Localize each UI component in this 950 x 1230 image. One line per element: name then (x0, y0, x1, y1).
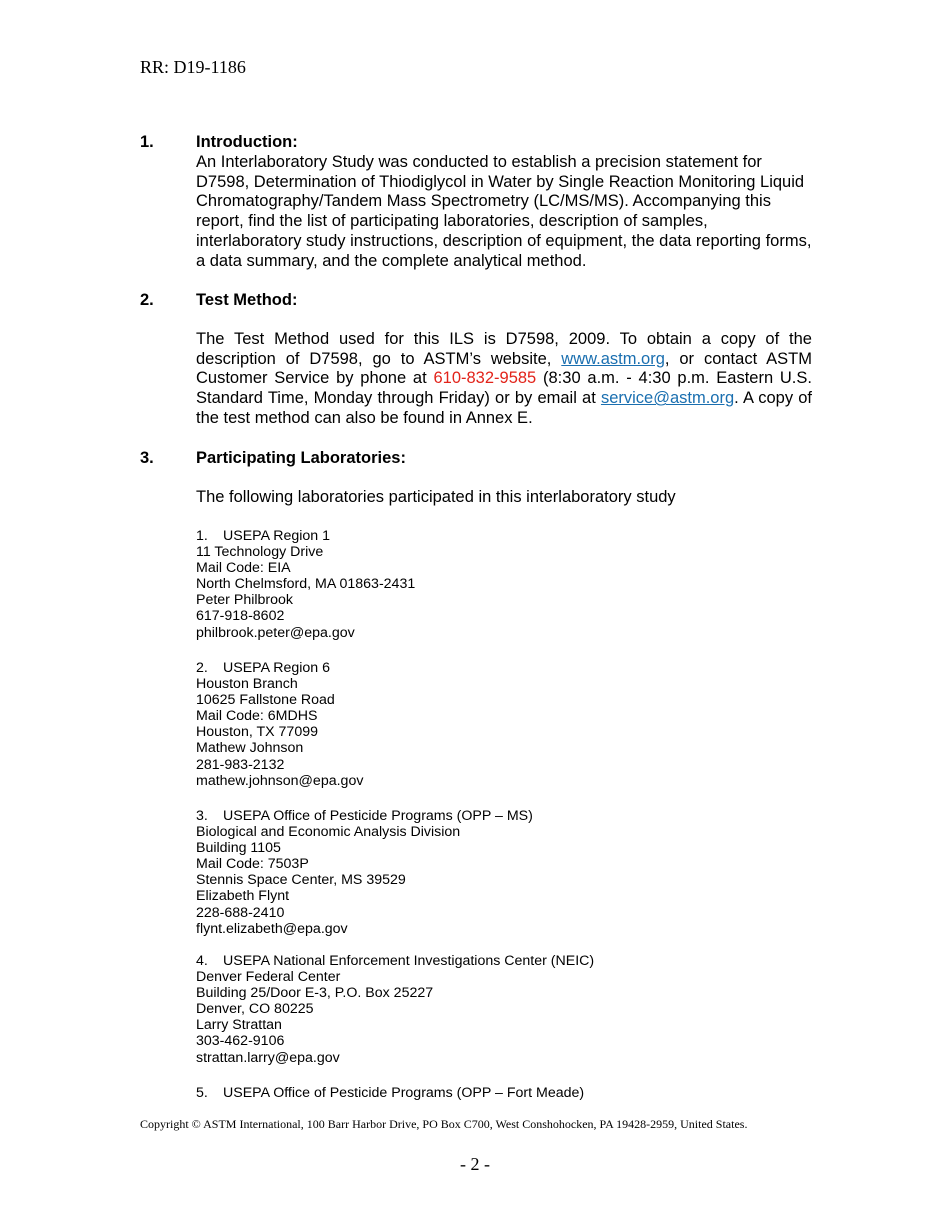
lab-line: North Chelmsford, MA 01863-2431 (196, 576, 416, 593)
body-text: (8:30 a.m. - 4:30 p.m. Eastern U.S. Standard Time, Monday through Friday) or by email at (196, 369, 812, 408)
lab-number: 1. (196, 528, 208, 544)
lab-name: USEPA Region 6 (223, 660, 330, 676)
section-participating-labs (140, 449, 812, 508)
lab-line: Mail Code: EIA (196, 560, 291, 577)
lab-line: Biological and Economic Analysis Division (196, 824, 461, 841)
report-id: RR: D19-1186 (140, 57, 246, 77)
website-link[interactable]: www.astm.org (561, 349, 665, 368)
lab-entry-1 (196, 528, 415, 641)
body-text: The Test Method used for this ILS is D7598, 2009. To obtain a copy of the description of D7598, go to ASTM’s website, (196, 329, 812, 368)
email-link[interactable]: service@astm.org (600, 389, 735, 408)
section-title: Test Method: (196, 291, 298, 309)
copyright-notice: Copyright © ASTM International, 100 Barr Harbor Drive, PO Box C700, West Conshohocken, PA 19428-2959, United States. (140, 1117, 748, 1131)
lab-line: Building 25/Door E-3, P.O. Box 25227 (196, 985, 434, 1002)
section-body: The following laboratories participated in this interlaboratory study (196, 487, 676, 506)
lab-entry-2 (196, 660, 363, 789)
section-number: 3. (140, 449, 154, 467)
lab-line: Building 1105 (196, 840, 281, 857)
body-text: , or contact ASTM Customer Service by phone at (196, 349, 812, 388)
section-title: Introduction: (196, 133, 298, 151)
lab-line: Larry Strattan (196, 1017, 282, 1034)
lab-email: flynt.elizabeth@epa.gov (196, 920, 348, 937)
lab-line: Houston, TX 77099 (196, 724, 318, 741)
lab-email: philbrook.peter@epa.gov (196, 624, 355, 641)
lab-line: Mathew Johnson (196, 740, 304, 757)
lab-email: mathew.johnson@epa.gov (196, 772, 364, 789)
lab-name: USEPA Office of Pesticide Programs (OPP – MS) (223, 808, 533, 824)
lab-number: 5. (196, 1085, 208, 1101)
section-body (196, 330, 812, 429)
lab-line: Mail Code: 6MDHS (196, 708, 318, 725)
lab-line: Stennis Space Center, MS 39529 (196, 872, 406, 889)
page-number: - 2 - (460, 1154, 490, 1174)
lab-line: 10625 Fallstone Road (196, 692, 335, 709)
section-introduction (140, 133, 812, 272)
lab-line: Mail Code: 7503P (196, 856, 309, 873)
lab-line: Elizabeth Flynt (196, 888, 290, 905)
phone-number: 610-832-9585 (433, 369, 537, 388)
lab-entry-4 (196, 953, 594, 1066)
lab-line: 228-688-2410 (196, 904, 285, 921)
section-number: 1. (140, 133, 154, 151)
lab-entry-5 (196, 1085, 584, 1101)
lab-line: Denver, CO 80225 (196, 1001, 314, 1018)
lab-name: USEPA Office of Pesticide Programs (OPP – Fort Meade) (223, 1085, 585, 1101)
lab-line: 303-462-9106 (196, 1033, 285, 1050)
section-number: 2. (140, 291, 154, 309)
lab-number: 3. (196, 808, 208, 824)
lab-line: Denver Federal Center (196, 969, 341, 986)
lab-line: Houston Branch (196, 676, 298, 693)
section-title: Participating Laboratories: (196, 449, 406, 467)
lab-line: 281-983-2132 (196, 756, 285, 773)
body-text: . A copy of the test method can also be found in Annex E. (196, 389, 812, 427)
lab-email: strattan.larry@epa.gov (196, 1049, 340, 1066)
lab-number: 2. (196, 660, 208, 676)
lab-name: USEPA National Enforcement Investigations Center (NEIC) (223, 953, 595, 969)
lab-number: 4. (196, 953, 208, 969)
lab-line: 11 Technology Drive (196, 544, 324, 561)
lab-entry-3 (196, 808, 533, 937)
lab-line: Peter Philbrook (196, 592, 293, 609)
section-body: An Interlaboratory Study was conducted to establish a precision statement for D7598, Determination of Thiodiglycol in Water by Single Reaction Monitoring Liquid Chromatography/Tandem Mass Spectrometry (LC/MS/MS). Accompanying this report, find the list of participating laboratories, description of samples, interlaboratory study instructions, description of equipment, the data reporting forms, a data summary, and the complete analytical method. (196, 152, 812, 270)
lab-line: 617-918-8602 (196, 608, 285, 625)
lab-name: USEPA Region 1 (223, 528, 330, 544)
section-test-method (140, 291, 812, 429)
